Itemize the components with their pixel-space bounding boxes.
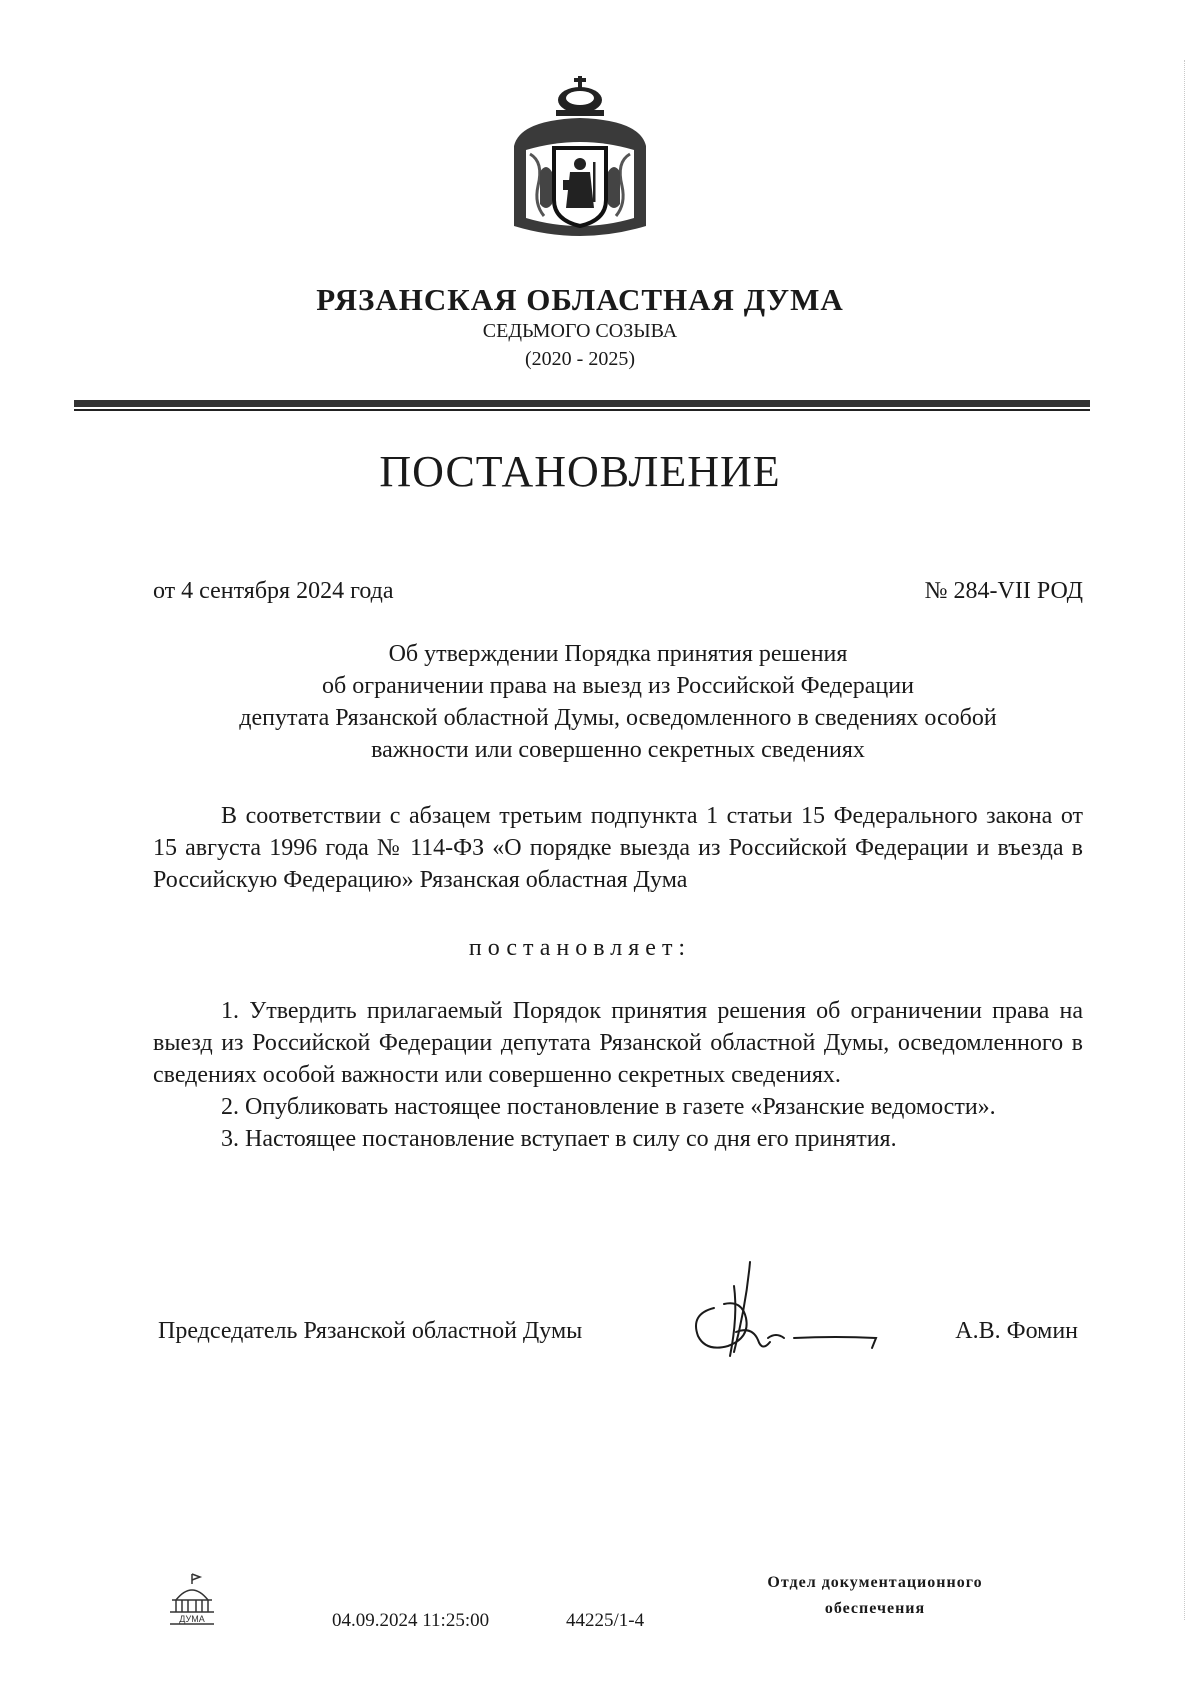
registration-number: 44225/1-4 xyxy=(566,1610,645,1631)
header-divider-thin xyxy=(74,409,1090,411)
department-line: Отдел документационного xyxy=(767,1574,983,1591)
decree-word: постановляет: xyxy=(468,935,692,961)
logo-caption: ДУМА xyxy=(179,1614,205,1624)
resolution-items xyxy=(153,995,1083,1155)
document-subject xyxy=(153,638,1083,766)
preamble-paragraph: В соответствии с абзацем третьим подпункта 1 статьи 15 Федерального закона от 15 августа 1996 года № 114-ФЗ «О порядке выезда из Российской Федерации и въезда в Российскую Федерацию» Рязанская областная Дума xyxy=(153,803,1083,893)
document-number: № 284-VII РОД xyxy=(924,578,1083,604)
document-type-title: ПОСТАНОВЛЕНИЕ xyxy=(379,447,781,496)
header-divider-thick xyxy=(74,400,1090,407)
subject-line: важности или совершенно секретных сведениях xyxy=(371,737,865,763)
scan-edge-artifact xyxy=(1184,60,1186,1620)
subject-line: депутата Рязанской областной Думы, осведомленного в сведениях особой xyxy=(239,705,997,731)
date-number-line xyxy=(153,578,1083,605)
ryazan-coat-of-arms-icon xyxy=(500,76,660,246)
document-date: от 4 сентября 2024 года xyxy=(153,578,394,604)
subject-line: Об утверждении Порядка принятия решения xyxy=(388,641,848,667)
signatory-name: А.В. Фомин xyxy=(955,1318,1078,1344)
signatory-title: Председатель Рязанской областной Думы xyxy=(158,1318,583,1344)
registration-timestamp: 04.09.2024 11:25:00 xyxy=(332,1610,490,1631)
department-stamp xyxy=(740,1570,1010,1622)
convocation-label: СЕДЬМОГО СОЗЫВА xyxy=(482,320,678,342)
department-line: обеспечения xyxy=(824,1600,926,1617)
resolution-item: 2. Опубликовать настоящее постановление в газете «Рязанские ведомости». xyxy=(221,1094,996,1120)
organization-name: РЯЗАНСКАЯ ОБЛАСТНАЯ ДУМА xyxy=(316,282,844,317)
duma-building-logo-icon xyxy=(166,1570,218,1628)
resolution-item: 1. Утвердить прилагаемый Порядок принятия решения об ограничении права на выезд из Российской Федерации депутата Рязанской областной Думы, осведомленного в сведениях особой важности или совершенно секретных сведениях. xyxy=(153,998,1083,1088)
resolution-item: 3. Настоящее постановление вступает в силу со дня его принятия. xyxy=(221,1126,897,1152)
handwritten-signature-icon xyxy=(676,1256,906,1366)
convocation-years: (2020 - 2025) xyxy=(525,348,635,370)
subject-line: об ограничении права на выезд из Российской Федерации xyxy=(322,673,914,699)
